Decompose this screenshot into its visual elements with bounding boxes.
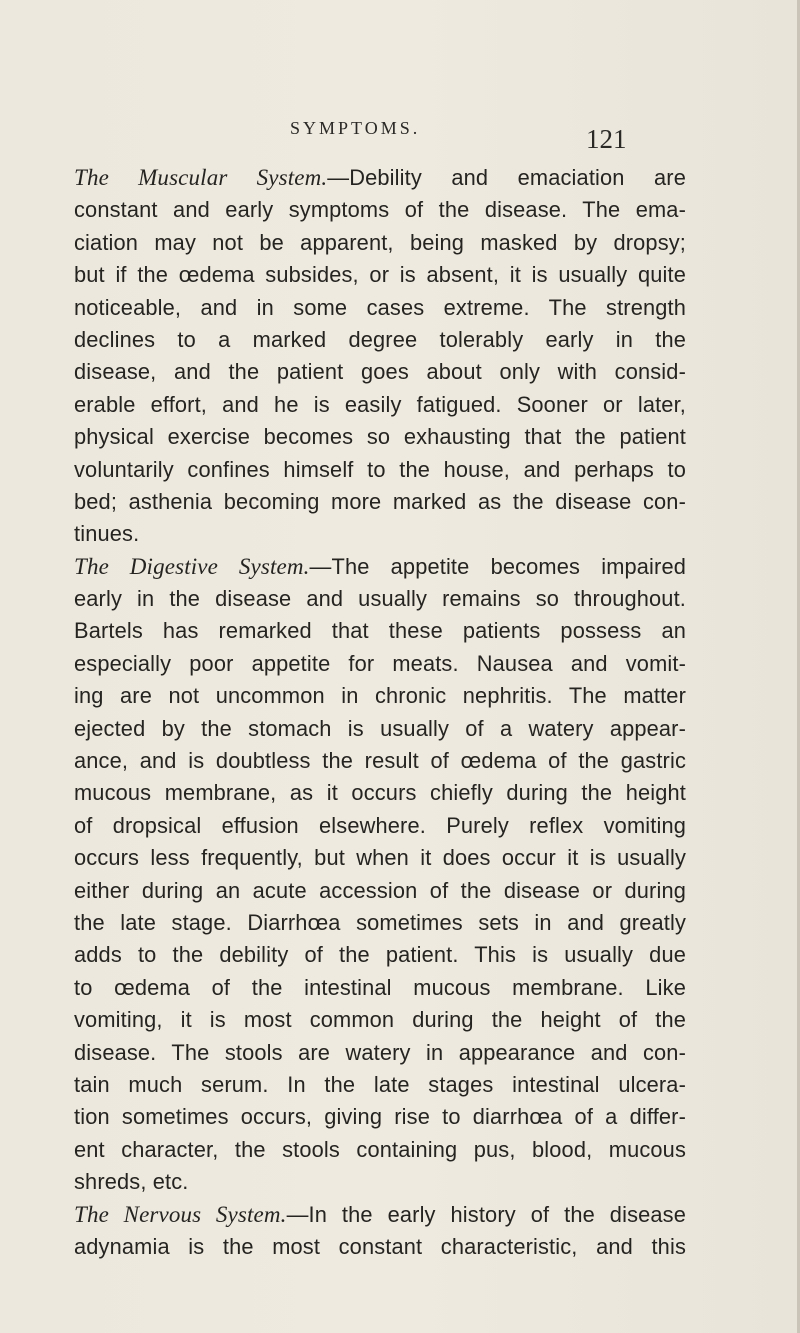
text-line: ejected by the stomach is usually of a watery appear-	[74, 715, 686, 741]
text-line: noticeable, and in some cases extreme. The strength	[74, 294, 686, 320]
text-line: tion sometimes occurs, giving rise to diarrhœa of a differ-	[74, 1104, 686, 1130]
text-line: tinues.	[74, 521, 140, 547]
text-line: shreds, etc.	[74, 1169, 189, 1195]
text-line: the late stage. Diarrhœa sometimes sets in and greatly	[74, 909, 686, 935]
text-line: disease, and the patient goes about only with consid-	[74, 359, 686, 385]
page-header	[0, 118, 800, 154]
text-line: Bartels has remarked that these patients possess an	[74, 618, 686, 644]
section-heading-muscular: The Muscular System.	[74, 165, 328, 190]
text-line: tain much serum. In the late stages intestinal ulcera-	[74, 1071, 686, 1097]
text-line: ance, and is doubtless the result of œdema of the gastric	[74, 748, 686, 774]
text-line: declines to a marked degree tolerably early in the	[74, 326, 686, 352]
text-line: physical exercise becomes so exhausting that the patient	[74, 424, 686, 450]
text-line: but if the œdema subsides, or is absent, it is usually quite	[74, 262, 686, 288]
text-line: voluntarily confines himself to the house, and perhaps to	[74, 456, 686, 482]
running-head: SYMPTOMS.	[290, 118, 421, 138]
body-text	[74, 162, 686, 1263]
text-line: adds to the debility of the patient. This is usually due	[74, 942, 686, 968]
text-line: constant and early symptoms of the disease. The ema-	[74, 197, 686, 223]
text-line: especially poor appetite for meats. Nausea and vomit-	[74, 650, 686, 676]
text-line: bed; asthenia becoming more marked as the disease con-	[74, 488, 686, 514]
text-line: of dropsical effusion elsewhere. Purely reflex vomiting	[74, 812, 686, 838]
text-line: The Digestive System.—The appetite becomes impaired	[74, 553, 687, 579]
text-line: ent character, the stools containing pus, blood, mucous	[74, 1136, 686, 1162]
page-number: 121	[586, 124, 627, 154]
text-line: early in the disease and usually remains so throughout.	[74, 586, 686, 612]
text-line: occurs less frequently, but when it does occur it is usually	[74, 845, 686, 871]
text-line: vomiting, it is most common during the height of the	[74, 1007, 686, 1033]
text-line: mucous membrane, as it occurs chiefly during the height	[74, 780, 686, 806]
text-line: disease. The stools are watery in appearance and con-	[74, 1039, 686, 1065]
section-heading-digestive: The Digestive System.	[74, 553, 310, 579]
text-line: ing are not uncommon in chronic nephritis. The matter	[74, 683, 686, 709]
text-line: to œdema of the intestinal mucous membrane. Like	[74, 974, 686, 1000]
section-heading-nervous: The Nervous System.	[74, 1201, 287, 1227]
text-line: The Nervous System.—In the early history of the disease	[74, 1201, 686, 1227]
text-line: ciation may not be apparent, being masked by dropsy;	[74, 229, 686, 255]
text-line: adynamia is the most constant characteristic, and this	[74, 1233, 686, 1259]
text-line: erable effort, and he is easily fatigued. Sooner or later,	[74, 391, 686, 417]
text-line: either during an acute accession of the disease or during	[74, 877, 686, 903]
text-line: The Muscular System.—Debility and emaciation are	[74, 165, 686, 190]
